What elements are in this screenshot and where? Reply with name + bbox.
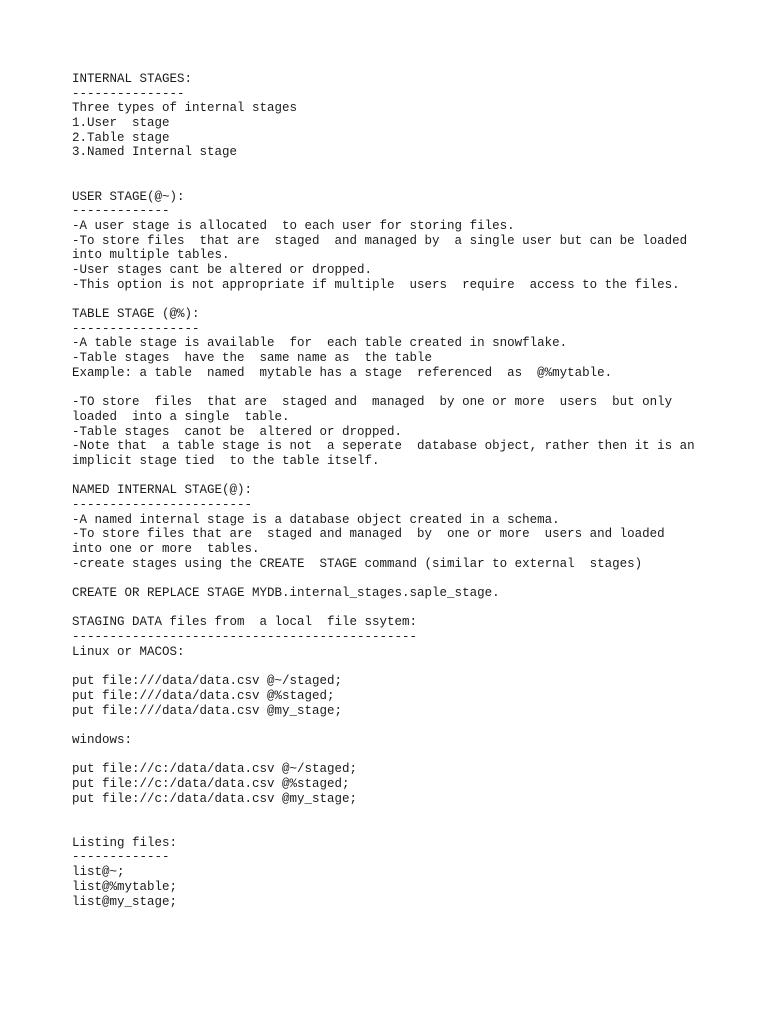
text-line [72, 292, 752, 307]
text-line: TABLE STAGE (@%): [72, 307, 200, 321]
text-line: -Table stages canot be altered or dropped. [72, 424, 403, 439]
text-line: list@~; [72, 865, 125, 880]
text-line: -This option is not appropriate if multiple users require access to the files. [72, 277, 680, 292]
text-line: ------------- [72, 850, 170, 865]
text-line: put file:///data/data.csv @~/staged; [72, 674, 343, 689]
text-line: put file://c:/data/data.csv @~/staged; [72, 762, 358, 777]
text-line [72, 469, 752, 484]
text-line: put file:///data/data.csv @my_stage; [72, 703, 343, 718]
text-line: 2.Table stage [72, 130, 170, 145]
text-line [72, 660, 752, 675]
text-line: -To store files that are staged and managed by one or more users and loaded [72, 527, 665, 542]
document-page [72, 72, 752, 909]
text-line: loaded into a single table. [72, 409, 290, 424]
text-line [72, 806, 752, 821]
text-line: ------------- [72, 204, 170, 219]
text-line: -To store files that are staged and managed by a single user but can be loaded [72, 233, 688, 248]
text-line [72, 748, 752, 763]
text-line: -A user stage is allocated to each user for storing files. [72, 218, 515, 233]
text-line: 1.User stage [72, 116, 170, 131]
text-line: -Table stages have the same name as the table [72, 351, 433, 366]
text-line: list@my_stage; [72, 894, 178, 909]
text-line: put file://c:/data/data.csv @%staged; [72, 777, 350, 791]
text-line: Listing files: [72, 835, 178, 850]
text-line [72, 718, 752, 733]
text-line [72, 571, 752, 586]
text-line: 3.Named Internal stage [72, 145, 238, 160]
text-line: list@%mytable; [72, 879, 178, 894]
text-line: NAMED INTERNAL STAGE(@): [72, 483, 253, 498]
text-line: STAGING DATA files from a local file ssytem: [72, 615, 418, 630]
text-line: windows: [72, 732, 133, 747]
text-line: into multiple tables. [72, 248, 230, 263]
text-line [72, 380, 752, 395]
text-line: -create stages using the CREATE STAGE command (similar to external stages) [72, 556, 643, 571]
text-line: USER STAGE(@~): [72, 189, 185, 204]
text-line: -A table stage is available for each table created in snowflake. [72, 336, 568, 351]
text-line: -A named internal stage is a database object created in a schema. [72, 512, 560, 527]
text-line: Three types of internal stages [72, 101, 298, 116]
text-line: CREATE OR REPLACE STAGE MYDB.internal_stages.saple_stage. [72, 586, 500, 601]
text-line [72, 821, 752, 836]
text-line: implicit stage tied to the table itself. [72, 453, 380, 468]
text-line: --------------- [72, 86, 185, 101]
text-line: put file://c:/data/data.csv @my_stage; [72, 791, 358, 806]
text-line: put file:///data/data.csv @%staged; [72, 688, 335, 703]
text-line: ----------------- [72, 321, 200, 336]
text-line: -TO store files that are staged and managed by one or more users but only [72, 395, 673, 410]
text-line: -Note that a table stage is not a seperate database object, rather then it is an [72, 439, 695, 454]
text-line [72, 601, 752, 616]
text-line: -User stages cant be altered or dropped. [72, 262, 373, 277]
text-line: Linux or MACOS: [72, 644, 185, 659]
text-line [72, 175, 752, 190]
text-line: Example: a table named mytable has a stage referenced as @%mytable. [72, 365, 613, 380]
text-line: INTERNAL STAGES: [72, 72, 193, 86]
text-line: into one or more tables. [72, 542, 260, 556]
text-line: ------------------------ [72, 497, 253, 512]
text-line: ---------------------------------------------- [72, 630, 418, 645]
text-line [72, 160, 752, 175]
